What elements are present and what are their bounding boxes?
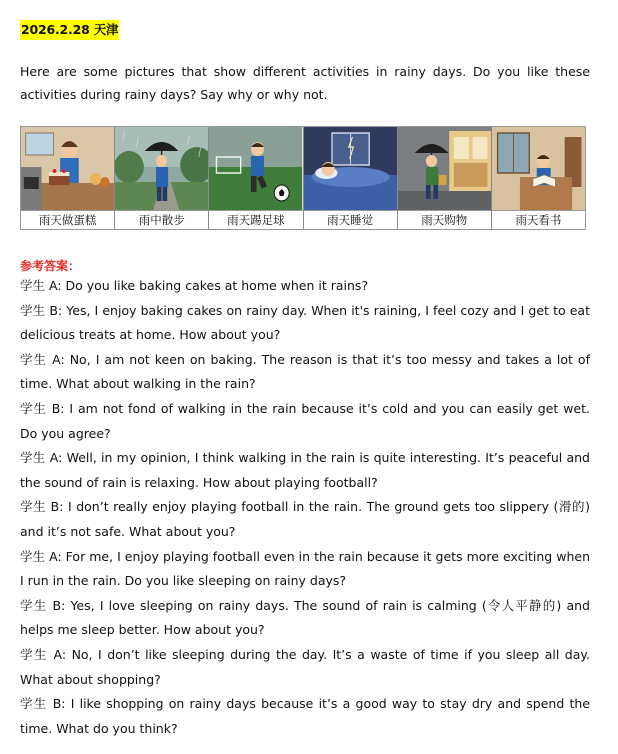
dialog-line: 学生 B: I am not fond of walking in the rain because it’s cold and you can easily get wet. Do you agree? — [20, 400, 590, 441]
picture-panel-shopping — [398, 127, 492, 229]
dialog-line: 学生 B: I like shopping on rainy days because it’s a good way to stay dry and spend the time. What do you think? — [20, 696, 590, 736]
dialog-line: 学生 B: I don’t really enjoy playing football in the rain. The ground gets too slippery (滑的) and it’s not safe. What about you? — [20, 499, 590, 539]
picture-panel-baking — [21, 127, 115, 229]
dialog-line: 学生 A: No, I am not keen on baking. The reason is that it’s too messy and takes a lot of time. What about walking in the rain? — [20, 351, 590, 392]
sleeping-icon — [304, 127, 397, 213]
football-icon — [209, 127, 302, 213]
date-location-tag: 2026.2.28 天津 — [20, 20, 119, 40]
picture-caption: 雨天做蛋糕 — [21, 210, 114, 229]
reading-icon — [492, 127, 585, 213]
walking-umbrella-icon — [115, 127, 208, 213]
picture-panel-sleeping — [304, 127, 398, 229]
picture-caption: 雨天购物 — [398, 210, 491, 229]
picture-caption: 雨中散步 — [115, 210, 208, 229]
shopping-icon — [398, 127, 491, 213]
picture-panel-walking — [115, 127, 209, 229]
dialog-line: 学生 A: Do you like baking cakes at home when it rains? — [20, 278, 369, 293]
dialog-line: 学生 B: Yes, I love sleeping on rainy days. The sound of rain is calming (令人平静的) and helps me sleep better. How about you? — [20, 597, 590, 638]
picture-strip — [20, 126, 586, 230]
intro-paragraph: Here are some pictures that show different activities in rainy days. Do you like these activities during rainy days? Say why or why not. — [20, 64, 590, 102]
picture-caption: 雨天看书 — [492, 210, 585, 229]
dialog-line: 学生 B: Yes, I enjoy baking cakes on rainy day. When it's raining, I feel cozy and I get to eat delicious treats at home. How about you? — [20, 302, 590, 343]
baking-cake-icon — [21, 127, 114, 213]
dialog-line: 学生 A: Well, in my opinion, I think walking in the rain is quite interesting. It’s peaceful and the sound of rain is relaxing. How about playing football? — [20, 450, 590, 490]
picture-caption: 雨天踢足球 — [209, 210, 302, 229]
dialog-line: 学生 A: No, I don’t like sleeping during the day. It’s a waste of time if you sleep all day. What about shopping? — [20, 646, 590, 687]
picture-panel-reading — [492, 127, 585, 229]
dialog-line: 学生 A: For me, I enjoy playing football even in the rain because it gets more exciting when I run in the rain. Do you like sleeping on rainy days? — [20, 548, 590, 589]
picture-caption: 雨天睡觉 — [304, 210, 397, 229]
answer-title: 参考答案： — [20, 259, 81, 273]
picture-panel-football — [209, 127, 303, 229]
dialog-block — [20, 274, 590, 741]
